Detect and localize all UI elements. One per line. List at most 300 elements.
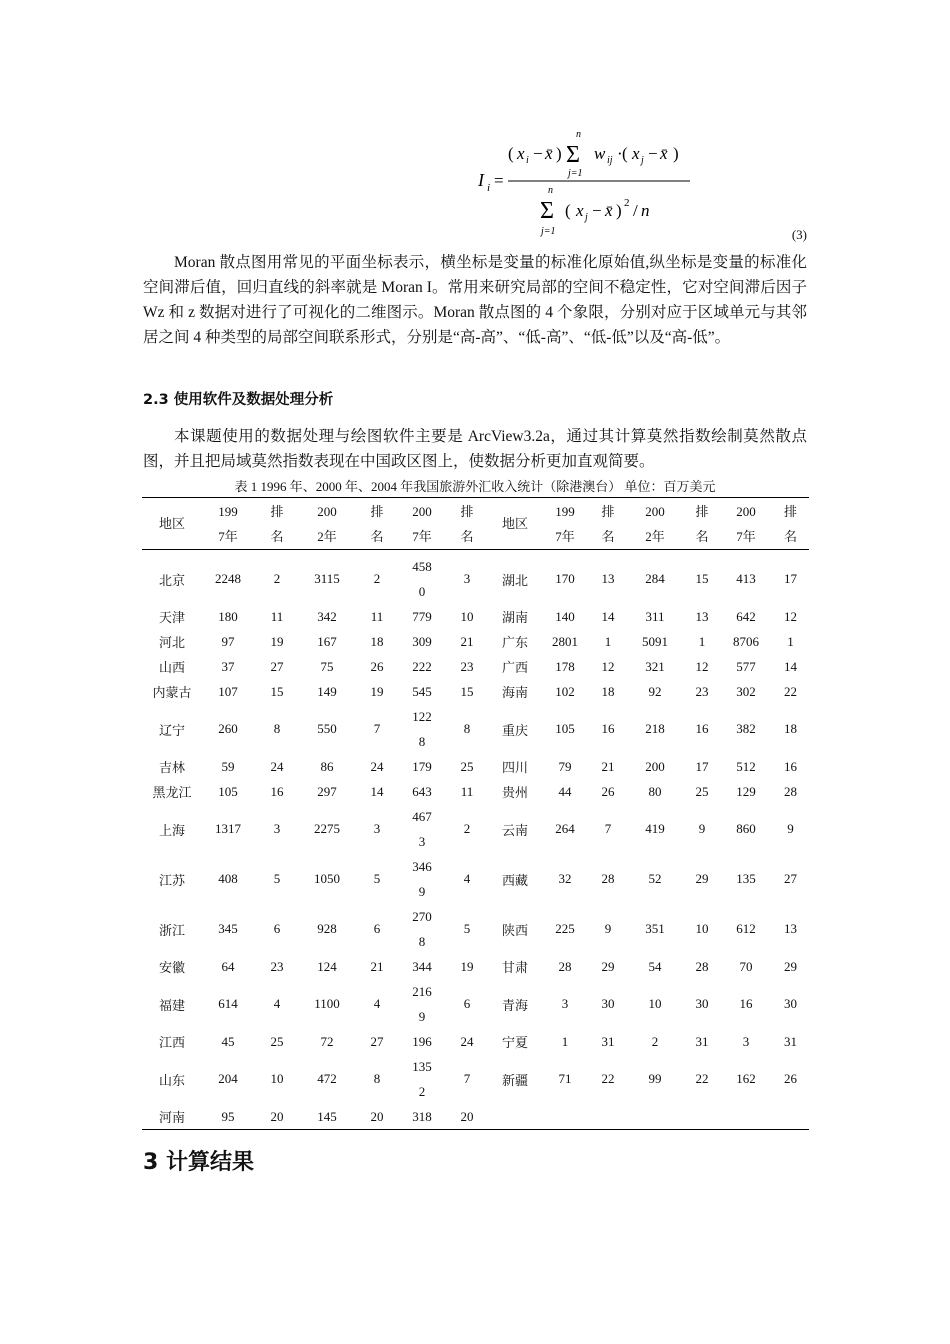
table-row [142, 804, 809, 854]
cell-value: 18 [601, 683, 615, 699]
table-row [142, 854, 809, 904]
cell-value: 24 [270, 758, 284, 774]
cell-value: 15 [695, 571, 709, 586]
table-cell [720, 604, 772, 629]
table-cell [590, 604, 626, 629]
table-cell [354, 804, 400, 854]
table-cell [590, 629, 626, 654]
cell-value: 29 [695, 871, 709, 886]
table-row [142, 904, 809, 954]
table-cell [300, 1054, 354, 1104]
cell-value: 3 [561, 996, 569, 1011]
table-cell [142, 954, 202, 979]
cell-value: 344 [412, 959, 432, 974]
cell-value: 6 [273, 921, 281, 936]
cell-value: 643 [412, 784, 432, 799]
cell-value: 西藏 [501, 872, 528, 888]
table-cell [254, 550, 300, 605]
cell-value: 1228 [412, 709, 432, 749]
table-cell [444, 654, 490, 679]
num-xj: x [632, 144, 640, 163]
cell-value: 614 [218, 996, 238, 1011]
cell-value: 52 [648, 871, 662, 886]
cell-value: 2 [373, 571, 381, 586]
cell-value: 9 [787, 821, 794, 836]
cell-value: 4 [273, 996, 281, 1011]
header-label: 排名 [783, 503, 797, 544]
cell-value: 54 [648, 958, 662, 974]
table-cell [354, 654, 400, 679]
table-cell [720, 854, 772, 904]
table-cell [684, 1054, 720, 1104]
table-cell [684, 679, 720, 704]
table-cell [400, 1104, 444, 1130]
cell-value: 吉林 [158, 760, 185, 775]
header-cell [772, 498, 809, 550]
cell-value: 3 [273, 821, 281, 836]
num-paren-close: ) [556, 144, 562, 163]
den-slash: / [633, 201, 638, 220]
cell-value: 1352 [412, 1059, 432, 1099]
table-cell [684, 954, 720, 979]
cell-value: 170 [555, 571, 575, 586]
cell-value: 19 [370, 683, 384, 699]
num-paren2-close: ) [673, 144, 679, 163]
table-cell [684, 704, 720, 754]
cell-value: 安徽 [158, 960, 185, 975]
cell-value: 26 [370, 658, 384, 674]
cell-value: 178 [555, 658, 575, 674]
cell-value: 重庆 [501, 722, 528, 738]
header-cell [626, 498, 684, 550]
cell-value: 7 [463, 1071, 471, 1086]
num-xj-sub: j [641, 155, 644, 166]
table-cell [590, 779, 626, 804]
table-cell [202, 654, 254, 679]
table-cell [772, 954, 809, 979]
table-cell [626, 654, 684, 679]
cell-value: 59 [221, 758, 235, 774]
cell-value: 四川 [501, 760, 528, 775]
cell-value: 20 [370, 1108, 384, 1124]
num-minus2: − [648, 144, 658, 163]
cell-value: 642 [736, 608, 756, 624]
cell-value: 10 [695, 921, 709, 936]
formula-svg [470, 122, 700, 240]
cell-value: 16 [695, 721, 709, 736]
header-label: 2007年 [412, 503, 432, 544]
table-cell [720, 1104, 772, 1130]
cell-value: 30 [695, 996, 709, 1011]
table-cell [254, 854, 300, 904]
table-cell [300, 1029, 354, 1054]
cell-value: 71 [558, 1071, 572, 1086]
cell-value: 149 [317, 683, 337, 699]
header-cell [400, 498, 444, 550]
table-cell [202, 550, 254, 605]
table-cell [490, 804, 540, 854]
cell-value: 129 [736, 783, 756, 799]
cell-value: 11 [270, 608, 284, 624]
header-label: 1997年 [218, 503, 238, 544]
table-cell [720, 804, 772, 854]
table-cell [142, 550, 202, 605]
table-cell [400, 804, 444, 854]
cell-value: 甘肃 [501, 960, 528, 975]
cell-value: 26 [601, 783, 615, 799]
cell-value: 472 [317, 1071, 337, 1086]
num-x-sub: i [526, 155, 529, 166]
num-xbar2: x̄ [660, 144, 668, 163]
table-cell [300, 979, 354, 1029]
header-label: 排名 [695, 503, 709, 544]
table-cell [772, 654, 809, 679]
cell-value: 15 [460, 683, 474, 699]
table-cell [626, 1029, 684, 1054]
cell-value: 3 [373, 821, 381, 836]
table-cell [720, 550, 772, 605]
table-cell [142, 679, 202, 704]
cell-value: 28 [558, 958, 572, 974]
table-cell [772, 904, 809, 954]
cell-value: 2708 [412, 909, 432, 949]
table-cell [626, 629, 684, 654]
table-cell [142, 1104, 202, 1130]
cell-value: 97 [221, 633, 235, 649]
table-cell [142, 854, 202, 904]
cell-value: 204 [218, 1071, 238, 1086]
table-cell [540, 954, 590, 979]
cell-value: 河南 [158, 1110, 185, 1125]
header-label: 排名 [601, 503, 615, 544]
cell-value: 309 [412, 634, 432, 649]
table-cell [772, 779, 809, 804]
table-cell [400, 704, 444, 754]
table-cell [300, 854, 354, 904]
table-cell [540, 779, 590, 804]
table-cell [202, 1054, 254, 1104]
table-cell [590, 704, 626, 754]
cell-value: 22 [601, 1071, 615, 1086]
cell-value: 1 [698, 633, 706, 649]
cell-value: 37 [221, 658, 235, 674]
table-cell [540, 754, 590, 779]
table-cell [444, 1054, 490, 1104]
cell-value: 12 [695, 658, 709, 674]
table-cell [202, 629, 254, 654]
table-cell [772, 629, 809, 654]
table-cell [142, 979, 202, 1029]
table-cell [400, 1029, 444, 1054]
cell-value: 山东 [158, 1072, 185, 1088]
table-cell [684, 629, 720, 654]
table-cell [720, 704, 772, 754]
table-cell [684, 754, 720, 779]
table-cell [202, 954, 254, 979]
tourism-income-table [142, 497, 809, 1130]
table-cell [540, 1104, 590, 1130]
table-cell [202, 979, 254, 1029]
cell-value: 23 [460, 658, 474, 674]
table-cell [590, 804, 626, 854]
cell-value: 海南 [501, 685, 528, 700]
cell-value: 107 [218, 683, 238, 699]
cell-value: 湖北 [501, 572, 528, 588]
header-cell [720, 498, 772, 550]
table-cell [772, 804, 809, 854]
cell-value: 25 [270, 1033, 284, 1049]
cell-value: 10 [270, 1071, 284, 1086]
cell-value: 31 [695, 1033, 709, 1049]
cell-value: 179 [412, 759, 432, 774]
table-row [142, 1029, 809, 1054]
table-cell [400, 679, 444, 704]
table-cell [720, 629, 772, 654]
table-cell [720, 654, 772, 679]
cell-value: 23 [695, 683, 709, 699]
table-cell [142, 804, 202, 854]
cell-value: 75 [320, 658, 334, 674]
cell-value: 辽宁 [158, 722, 185, 738]
software-paragraph: 本课题使用的数据处理与绘图软件主要是 ArcView3.2a，通过其计算莫然指数绘制莫然散点图，并且把局域莫然指数表现在中国政区图上，使数据分析更加直观简要。 [143, 428, 807, 470]
table-cell [354, 1054, 400, 1104]
table-cell [300, 654, 354, 679]
table-cell [142, 629, 202, 654]
table-cell [590, 954, 626, 979]
cell-value: 20 [270, 1108, 284, 1124]
den-exponent: 2 [624, 197, 630, 209]
num-w-sub: ij [607, 155, 613, 166]
cell-value: 19 [270, 633, 284, 649]
table-cell [590, 550, 626, 605]
table-cell [300, 779, 354, 804]
cell-value: 24 [460, 1033, 474, 1049]
cell-value: 30 [784, 996, 797, 1011]
cell-value: 20 [460, 1108, 474, 1124]
cell-value: 264 [555, 821, 575, 836]
table-cell [202, 679, 254, 704]
table-cell [590, 654, 626, 679]
table-row [142, 654, 809, 679]
table-caption: 表 1 1996 年、2000 年、2004 年我国旅游外汇收入统计（除港澳台） 单位：百万美元 [234, 479, 716, 494]
table-cell [400, 954, 444, 979]
header-cell [590, 498, 626, 550]
table-cell [490, 654, 540, 679]
num-x: x [517, 144, 525, 163]
cell-value: 11 [460, 783, 474, 799]
table-cell [490, 679, 540, 704]
cell-value: 2 [273, 571, 281, 586]
table-cell [540, 704, 590, 754]
cell-value: 28 [784, 783, 797, 799]
den-paren-close: ) [616, 201, 622, 220]
table-cell [400, 1054, 444, 1104]
table-cell [300, 550, 354, 605]
cell-value: 4673 [412, 809, 432, 849]
table-cell [354, 904, 400, 954]
cell-value: 779 [412, 609, 432, 624]
table-cell [354, 679, 400, 704]
num-w: w [594, 144, 606, 163]
table-cell [444, 804, 490, 854]
table-cell [540, 804, 590, 854]
cell-value: 13 [784, 921, 797, 936]
cell-value: 222 [412, 659, 432, 674]
table-cell [490, 1029, 540, 1054]
table-cell [142, 754, 202, 779]
cell-value: 广东 [501, 635, 528, 650]
table-row [142, 954, 809, 979]
cell-value: 612 [736, 921, 756, 936]
cell-value: 408 [218, 871, 238, 886]
table-cell [772, 679, 809, 704]
cell-value: 宁夏 [501, 1035, 528, 1050]
header-cell [202, 498, 254, 550]
cell-value: 江西 [158, 1035, 185, 1050]
cell-value: 内蒙古 [152, 685, 192, 700]
cell-value: 28 [601, 871, 615, 886]
den-sigma-upper: n [548, 185, 553, 196]
cell-value: 145 [317, 1108, 337, 1124]
table-cell [444, 629, 490, 654]
table-cell [540, 679, 590, 704]
table-cell [142, 1054, 202, 1104]
cell-value: 30 [601, 996, 615, 1011]
num-sigma: Σ [566, 142, 580, 168]
cell-value: 14 [784, 658, 797, 674]
table-cell [490, 1104, 540, 1130]
header-label: 排名 [460, 503, 474, 544]
cell-value: 1 [787, 633, 794, 649]
cell-value: 302 [736, 683, 756, 699]
header-cell [254, 498, 300, 550]
cell-value: 80 [648, 783, 662, 799]
table-cell [254, 604, 300, 629]
table-cell [300, 954, 354, 979]
table-cell [626, 679, 684, 704]
cell-value: 260 [218, 721, 238, 736]
cell-value: 928 [317, 921, 337, 936]
table-cell [444, 604, 490, 629]
cell-value: 11 [370, 608, 384, 624]
table-cell [444, 779, 490, 804]
table-cell [590, 1029, 626, 1054]
cell-value: 413 [736, 571, 756, 586]
table-cell [254, 704, 300, 754]
cell-value: 44 [558, 783, 572, 799]
cell-value: 14 [601, 608, 615, 624]
cell-value: 29 [601, 958, 615, 974]
cell-value: 351 [645, 921, 665, 936]
table-cell [354, 1029, 400, 1054]
table-cell [772, 1104, 809, 1130]
cell-value: 162 [736, 1071, 756, 1086]
cell-value: 4580 [412, 559, 432, 599]
cell-value: 382 [736, 721, 756, 736]
cell-value: 99 [648, 1071, 662, 1086]
cell-value: 16 [601, 721, 615, 736]
cell-value: 22 [695, 1071, 709, 1086]
table-cell [720, 679, 772, 704]
cell-value: 青海 [501, 997, 528, 1013]
cell-value: 124 [317, 958, 337, 974]
table-cell [684, 979, 720, 1029]
cell-value: 16 [739, 996, 753, 1011]
table-cell [300, 904, 354, 954]
table-cell [490, 1054, 540, 1104]
cell-value: 577 [736, 658, 756, 674]
cell-value: 21 [601, 758, 615, 774]
cell-value: 19 [460, 958, 474, 974]
table-cell [490, 754, 540, 779]
table-row [142, 779, 809, 804]
cell-value: 27 [270, 658, 284, 674]
cell-value: 10 [648, 996, 662, 1011]
section-heading-2-3: 2.3 使用软件及数据处理分析 [143, 392, 334, 408]
num-xbar: x̄ [545, 144, 553, 163]
cell-value: 1317 [215, 821, 241, 836]
cell-value: 140 [555, 608, 575, 624]
table-cell [720, 779, 772, 804]
header-cell [490, 498, 540, 550]
table-cell [202, 779, 254, 804]
table-cell [590, 904, 626, 954]
num-minus: − [533, 144, 543, 163]
cell-value: 135 [736, 871, 756, 886]
table-cell [490, 629, 540, 654]
table-cell [684, 854, 720, 904]
cell-value: 江苏 [158, 872, 185, 888]
cell-value: 70 [739, 958, 753, 974]
table-cell [590, 979, 626, 1029]
table-cell [300, 704, 354, 754]
cell-value: 黑龙江 [152, 785, 192, 800]
header-label: 2007年 [736, 503, 756, 544]
table-cell [300, 629, 354, 654]
table-cell [540, 1054, 590, 1104]
cell-value: 45 [221, 1033, 235, 1049]
cell-value: 860 [736, 821, 756, 836]
table-row [142, 550, 809, 605]
cell-value: 湖南 [501, 610, 528, 625]
cell-value: 4 [373, 996, 381, 1011]
table-cell [444, 704, 490, 754]
num-sigma-upper: n [576, 129, 581, 140]
table-cell [354, 704, 400, 754]
table-cell [626, 604, 684, 629]
header-label: 2002年 [645, 503, 665, 544]
table-cell [202, 1104, 254, 1130]
table-row [142, 754, 809, 779]
cell-value: 13 [695, 608, 709, 624]
table-cell [720, 754, 772, 779]
table-cell [400, 654, 444, 679]
cell-value: 陕西 [501, 922, 528, 938]
table-cell [626, 754, 684, 779]
den-paren-open: ( [565, 201, 571, 220]
cell-value: 3 [742, 1033, 750, 1049]
table-cell [254, 979, 300, 1029]
table-cell [540, 1029, 590, 1054]
cell-value: 8 [273, 721, 281, 736]
table-cell [590, 754, 626, 779]
cell-value: 345 [218, 921, 238, 936]
cell-value: 225 [555, 921, 575, 936]
table-cell [490, 604, 540, 629]
cell-value: 2169 [412, 984, 432, 1024]
den-xbar: x̄ [605, 201, 613, 220]
cell-value: 7 [373, 721, 381, 736]
